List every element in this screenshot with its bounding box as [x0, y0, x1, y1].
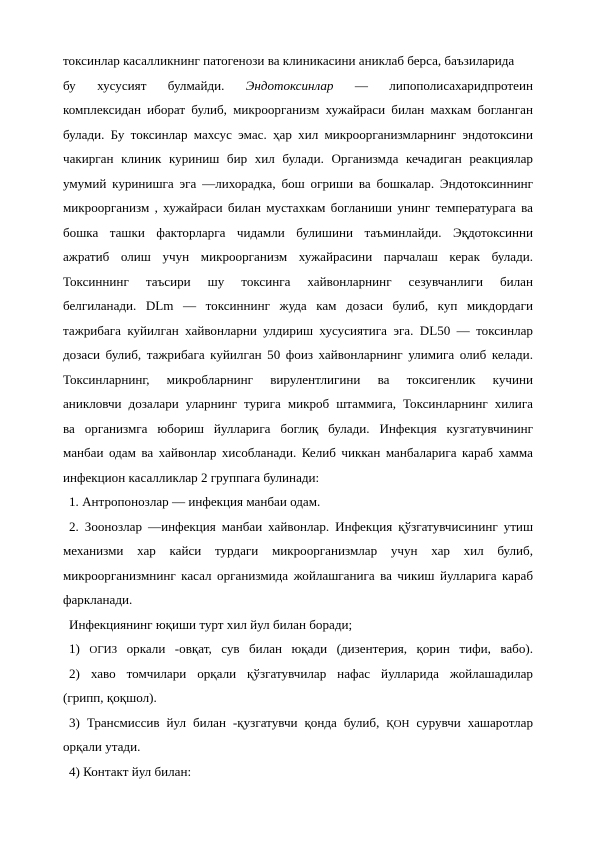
text-line: умумий куринишга эга —лихорадка, бош огриши ва бошкалар. Эндотоксиннинг: [63, 175, 533, 191]
text-line: Токсинларнинг, микробларнинг вирулентлигини ва токсигенлик кучини: [63, 371, 533, 387]
text-line: фаркланади.: [63, 592, 133, 607]
document-page: [63, 49, 533, 784]
text-line: белгиланади. DLm — токсиннинг жуда кам дозаси булиб, куп микдордаги: [63, 298, 533, 313]
text-line: механизми хар кайси турдаги микроорганизмлар учун хар хил булиб,: [63, 543, 533, 558]
text-line: тажрибага куйилган хайвонларни улдириш хусусиятига эга. DL50 — токсинлар: [63, 322, 533, 338]
term-endotoxins: Эндотоксинлар: [245, 77, 334, 93]
text-line: Инфекциянинг юқиши турт хил йул билан боради;: [69, 616, 353, 632]
text-line: инфекцион касалликлар 2 группага булинади:: [63, 469, 320, 485]
text-line: комплексидан иборат булиб, микроорганизм хужайраси билан махкам богланган: [63, 102, 533, 117]
list-item: 2) хаво томчилари орқали қўзгатувчилар нафас йулларида жойлашадилар: [69, 665, 533, 681]
list-item: 4) Контакт йул билан:: [69, 763, 192, 779]
text-line: бу хусусият булмайди. Эндотоксинлар — липополисахаридпротеин: [63, 74, 533, 99]
list-item: 1. Антропонозлар — инфекция манбаи одам.: [69, 494, 321, 509]
text-line: дозаси булиб, тажрибага куйилган 50 фоиз хайвонларнинг улимига олиб келади.: [63, 347, 533, 362]
text-line: микроорганизм , хужайраси билан мустахкам богланиши унинг температурага ва: [63, 200, 533, 215]
text-line: токсинлар касалликнинг патогенози ва клиникасини аниклаб берса, баъзиларида: [63, 53, 515, 68]
list-item: 1) ОГИЗ оркали -овқат, сув билан юқади (дизентерия, қорин тифи, вабо).: [69, 641, 534, 656]
text-line: булади. Бу токсинлар махсус эмас. ҳар хил микроорганизмларнинг эндотоксини: [63, 126, 533, 142]
text-line: (грипп, қоқшол).: [63, 690, 157, 705]
text-line: орқали утади.: [63, 739, 141, 754]
text-line: бошка ташки факторларга чидамли булишини таъминлайди. Эқдотоксинни: [63, 224, 534, 240]
text-line: микроорганизмнинг касал организмида жойлашганига ва чикиш йулларига караб: [63, 567, 534, 583]
list-item: 3) Трансмиссив йул билан -қузгатувчи қонда булиб, ҚОН сурувчи хашаротлар: [69, 714, 534, 730]
text-line: ва организмга юбориш йулларига боглиқ булади. Инфекция кузгатувчининг: [63, 420, 534, 436]
text-line: Токсиннинг таъсири шу токсинга хайвонларнинг сезувчанлиги билан: [63, 273, 533, 289]
text-line: манбаи одам ва хайвонлар хисобланади. Келиб чиккан манбаларига караб хамма: [63, 445, 533, 460]
text-line: аникловчи дозалари уларнинг турига микроб штаммига, Токсинларнинг хилига: [63, 396, 533, 411]
list-item: 2. Зоонозлар —инфекция манбаи хайвонлар. Инфекция қўзгатувчисининг утиш: [69, 518, 534, 534]
text-line: ажратиб олиш учун микроорганизм хужайрасини парчалаш керак булади.: [63, 249, 534, 264]
text-line: чакирган клиник куриниш бир хил булади. Организмда кечадиган реакциялар: [63, 151, 533, 166]
